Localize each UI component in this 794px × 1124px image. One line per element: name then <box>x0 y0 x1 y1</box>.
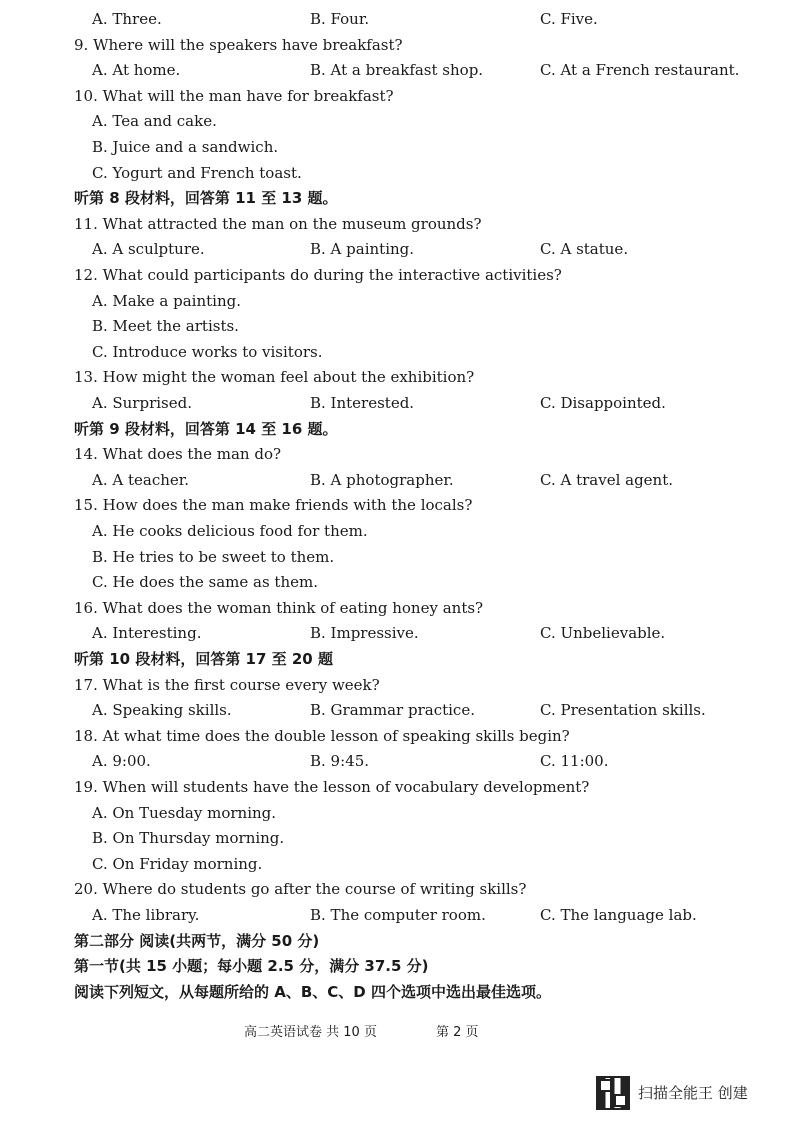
option-row <box>0 469 794 491</box>
option-row <box>0 59 794 81</box>
option-text: A. On Tuesday morning. <box>92 803 277 822</box>
question-text: 13. How might the woman feel about the exhibition? <box>74 368 475 387</box>
option-line <box>0 546 794 568</box>
section-heading-text: 第一节(共 15 小题；每小题 2.5 分，满分 37.5 分) <box>74 957 429 976</box>
option-line <box>0 802 794 824</box>
option-b: B. A painting. <box>310 240 415 259</box>
option-row <box>0 904 794 926</box>
question <box>0 597 794 619</box>
option-c: C. Unbelievable. <box>540 624 666 643</box>
question <box>0 85 794 107</box>
section-heading <box>0 930 794 952</box>
question <box>0 494 794 516</box>
option-a: A. At home. <box>92 61 181 80</box>
section-heading-text: 听第 9 段材料，回答第 14 至 16 题。 <box>74 419 338 438</box>
option-row <box>0 699 794 721</box>
option-c: C. 11:00. <box>540 752 609 771</box>
question-text: 9. Where will the speakers have breakfast? <box>74 35 403 54</box>
question-text: 16. What does the woman think of eating honey ants? <box>74 598 484 617</box>
option-line <box>0 520 794 542</box>
page-footer <box>0 1022 794 1044</box>
option-b: B. 9:45. <box>310 752 370 771</box>
question-text: 14. What does the man do? <box>74 445 282 464</box>
option-text: C. On Friday morning. <box>92 854 263 873</box>
option-text: B. He tries to be sweet to them. <box>92 547 335 566</box>
footer-title: 高二英语试卷 共 10 页 <box>244 1025 377 1040</box>
option-b: B. The computer room. <box>310 906 486 924</box>
option-text: A. Make a painting. <box>92 291 241 310</box>
section-heading-text: 听第 10 段材料，回答第 17 至 20 题 <box>74 650 333 668</box>
option-row <box>0 8 794 30</box>
option-c: C. The language lab. <box>540 906 697 924</box>
question-text: 12. What could participants do during the interactive activities? <box>74 266 562 284</box>
option-line <box>0 315 794 337</box>
question-text: 19. When will students have the lesson of vocabulary development? <box>74 778 590 796</box>
question <box>0 776 794 798</box>
option-c: C. Disappointed. <box>540 394 666 412</box>
option-text: A. He cooks delicious food for them. <box>92 522 368 540</box>
question-text: 11. What attracted the man on the museum grounds? <box>74 214 482 233</box>
section-heading <box>0 955 794 977</box>
section-heading <box>0 418 794 440</box>
question <box>0 366 794 388</box>
question <box>0 443 794 465</box>
option-a: A. Three. <box>92 10 162 28</box>
footer-page-number: 第 2 页 <box>436 1025 479 1040</box>
option-c: C. At a French restaurant. <box>540 61 740 80</box>
question-text: 15. How does the man make friends with the locals? <box>74 496 473 515</box>
option-line <box>0 290 794 312</box>
option-a: A. Surprised. <box>92 394 192 412</box>
option-line <box>0 853 794 875</box>
option-a: A. Speaking skills. <box>92 701 232 720</box>
option-text: B. Meet the artists. <box>92 317 239 336</box>
option-line <box>0 827 794 849</box>
option-b: B. Grammar practice. <box>310 701 475 720</box>
option-line <box>0 136 794 158</box>
option-text: C. Introduce works to visitors. <box>92 342 323 361</box>
option-a: A. Interesting. <box>92 624 202 643</box>
option-text: B. On Thursday morning. <box>92 829 285 848</box>
option-row <box>0 238 794 260</box>
option-line <box>0 341 794 363</box>
option-row <box>0 750 794 772</box>
option-a: A. A teacher. <box>92 470 190 489</box>
question-text: 20. Where do students go after the course of writing skills? <box>74 880 527 899</box>
option-b: B. Interested. <box>310 394 415 412</box>
option-row <box>0 392 794 414</box>
question <box>0 725 794 747</box>
option-a: A. 9:00. <box>92 752 151 771</box>
question <box>0 34 794 56</box>
option-b: B. At a breakfast shop. <box>310 61 484 80</box>
option-line <box>0 571 794 593</box>
option-a: A. The library. <box>92 906 200 924</box>
option-text: A. Tea and cake. <box>92 112 217 131</box>
option-text: B. Juice and a sandwich. <box>92 138 279 156</box>
question <box>0 674 794 696</box>
option-text: C. He does the same as them. <box>92 573 318 592</box>
option-row <box>0 622 794 644</box>
question-text: 17. What is the first course every week? <box>74 675 380 694</box>
option-b: B. A photographer. <box>310 470 454 489</box>
question-text: 18. At what time does the double lesson of speaking skills begin? <box>74 726 570 745</box>
section-heading-text: 第二部分 阅读(共两节，满分 50 分) <box>74 931 320 950</box>
option-b: B. Impressive. <box>310 624 419 643</box>
option-c: C. Presentation skills. <box>540 701 706 720</box>
question-text: 10. What will the man have for breakfast? <box>74 86 394 105</box>
section-heading <box>0 981 794 1003</box>
question <box>0 213 794 235</box>
section-heading <box>0 187 794 209</box>
option-c: C. A statue. <box>540 240 629 259</box>
option-a: A. A sculpture. <box>92 240 205 259</box>
question <box>0 264 794 286</box>
scanner-watermark-text: 扫描全能王 创建 <box>638 1084 748 1102</box>
option-c: C. A travel agent. <box>540 470 674 489</box>
scanner-watermark <box>596 1076 786 1112</box>
option-line <box>0 162 794 184</box>
option-c: C. Five. <box>540 10 598 28</box>
section-heading-text: 阅读下列短文，从每题所给的 A、B、C、D 四个选项中选出最佳选项。 <box>74 982 551 1001</box>
option-text: C. Yogurt and French toast. <box>92 163 302 182</box>
qr-code-icon <box>596 1076 630 1110</box>
section-heading-text: 听第 8 段材料，回答第 11 至 13 题。 <box>74 189 338 208</box>
option-b: B. Four. <box>310 10 370 28</box>
option-line <box>0 110 794 132</box>
question <box>0 878 794 900</box>
section-heading <box>0 648 794 670</box>
